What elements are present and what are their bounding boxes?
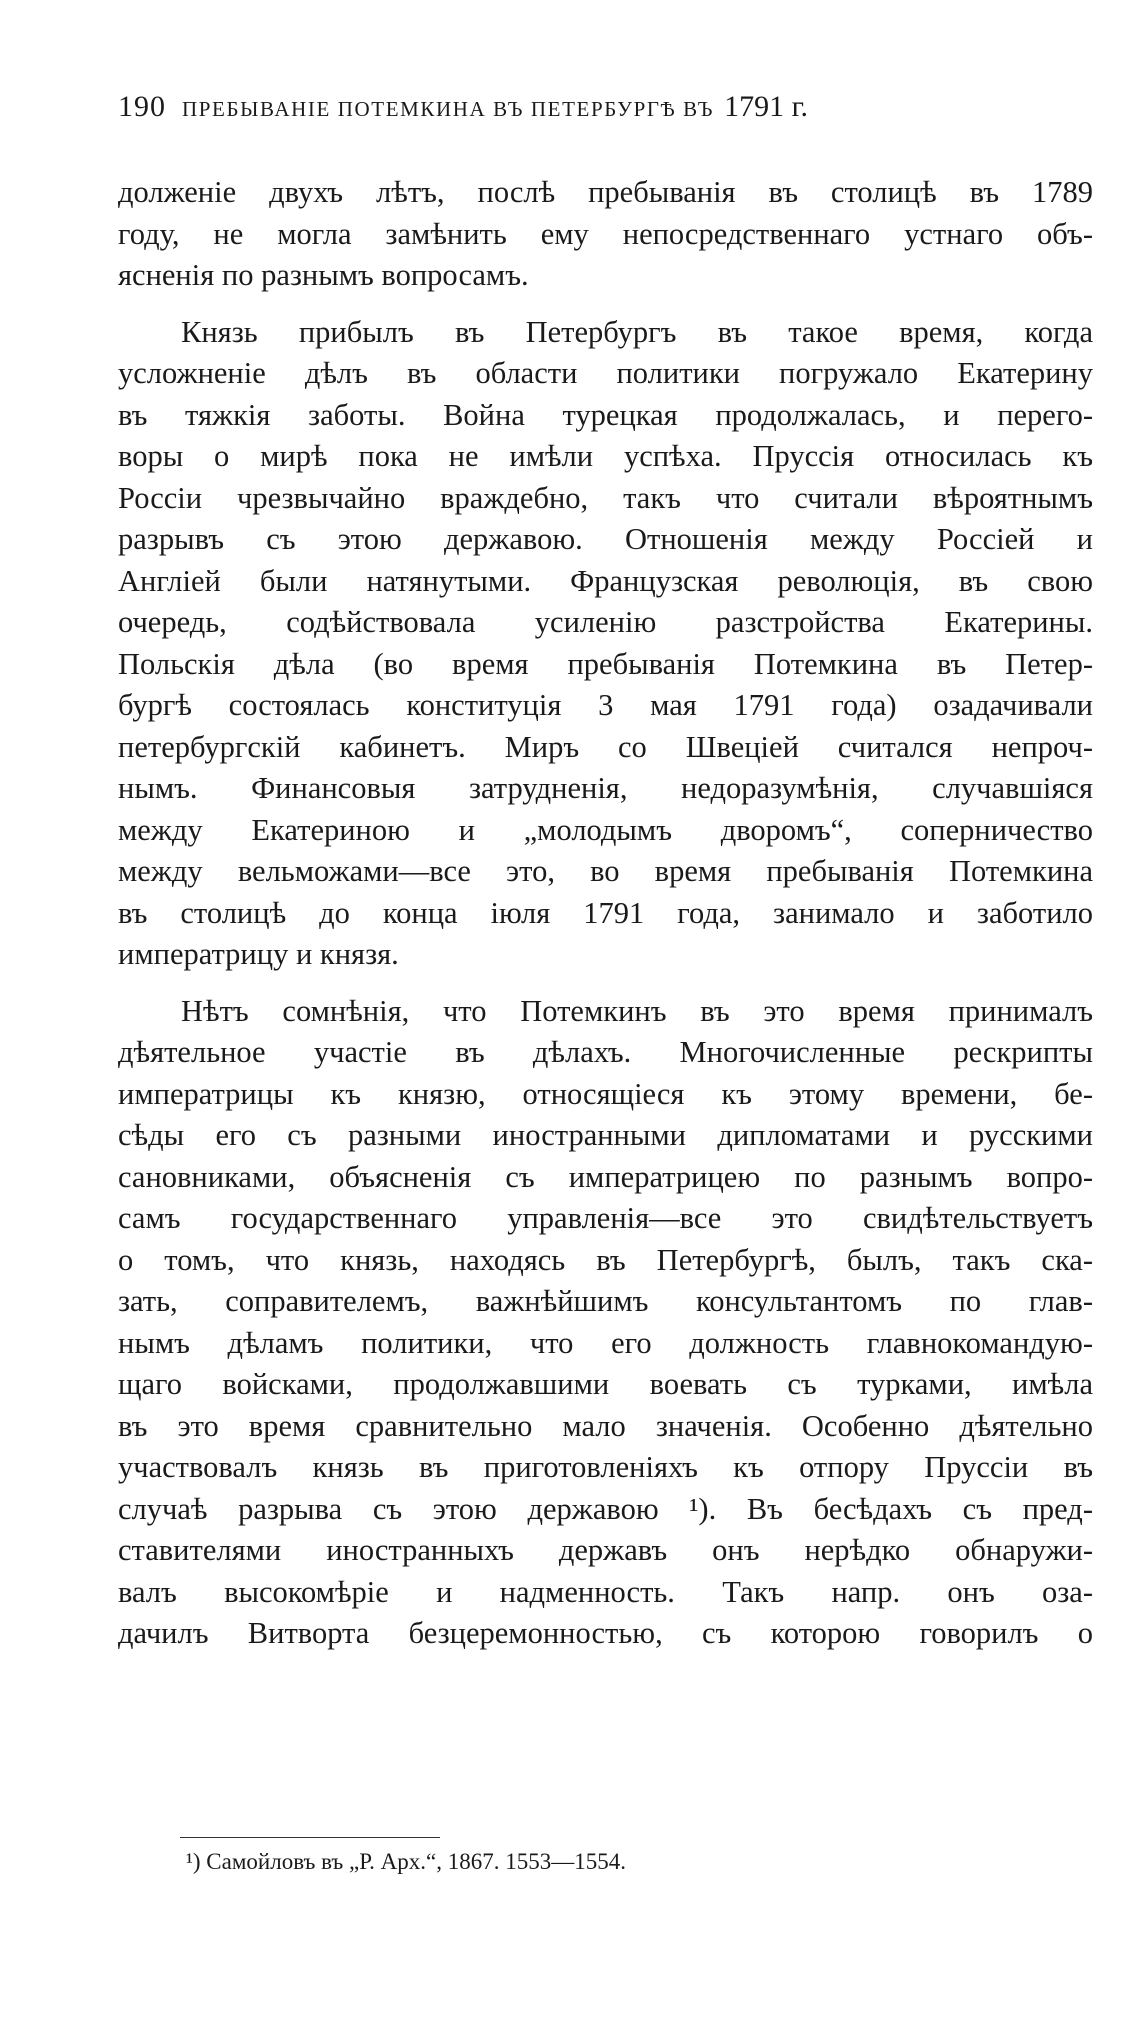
text-line: императрицу и князя. — [118, 937, 399, 971]
paragraph-first-line: Нѣтъ сомнѣнія, что Потемкинъ въ это время принималъ — [181, 994, 1093, 1028]
text-line: долженіе двухъ лѣтъ, послѣ пребыванія въ столицѣ въ 1789 — [118, 175, 1093, 209]
text-line: дѣятельное участіе въ дѣлахъ. Многочисленные рескрипты — [118, 1035, 1093, 1069]
text-line: ставителями иностранныхъ державъ онъ нерѣдко обнаружи- — [118, 1533, 1093, 1567]
text-line: щаго войсками, продолжавшими воевать съ турками, имѣла — [118, 1367, 1093, 1401]
text-line: петербургскій кабинетъ. Миръ со Швеціей считался непроч- — [118, 730, 1093, 764]
text-line: зать, соправителемъ, важнѣйшимъ консультантомъ по глав- — [118, 1284, 1093, 1318]
text-line: о томъ, что князь, находясь въ Петербургѣ, былъ, такъ ска- — [118, 1243, 1093, 1277]
text-line: самъ государственнаго управленія—все это свидѣтельствуетъ — [118, 1201, 1093, 1235]
text-line: сановниками, объясненія съ императрицею по разнымъ вопро- — [118, 1160, 1093, 1194]
running-title: ПРЕБЫВАНІЕ ПОТЕМКИНА ВЪ ПЕТЕРБУРГѢ ВЪ — [182, 97, 715, 121]
text-line: нымъ. Финансовыя затрудненія, недоразумѣнія, случавшіяся — [118, 771, 1093, 805]
text-line: нымъ дѣламъ политики, что его должность главнокомандую- — [118, 1326, 1093, 1360]
text-line: валъ высокомѣріе и надменность. Такъ напр. онъ оза- — [118, 1575, 1093, 1609]
text-line: году, не могла замѣнить ему непосредственнаго устнаго объ- — [118, 217, 1093, 251]
text-line: императрицы къ князю, относящіеся къ этому времени, бе- — [118, 1077, 1093, 1111]
text-line: въ столицѣ до конца іюля 1791 года, занимало и заботило — [118, 896, 1093, 930]
text-line: Англіей были натянутыми. Французская революція, въ свою — [118, 564, 1093, 598]
text-line: усложненіе дѣлъ въ области политики погружало Екатерину — [118, 356, 1093, 390]
text-line: Польскія дѣла (во время пребыванія Потемкина въ Петер- — [118, 647, 1093, 681]
text-line: случаѣ разрыва съ этою державою ¹). Въ бесѣдахъ съ пред- — [118, 1492, 1093, 1526]
text-line: въ это время сравнительно мало значенія. Особенно дѣятельно — [118, 1409, 1093, 1443]
text-line: бургѣ состоялась конституція 3 мая 1791 года) озадачивали — [118, 688, 1093, 722]
text-line: разрывъ съ этою державою. Отношенія между Россіей и — [118, 522, 1093, 556]
running-year: 1791 г. — [724, 90, 809, 123]
text-line: въ тяжкія заботы. Война турецкая продолжалась, и перего- — [118, 398, 1093, 432]
text-line: воры о мирѣ пока не имѣли успѣха. Пруссія относилась къ — [118, 439, 1093, 473]
text-line: очередь, содѣйствовала усиленію разстройства Екатерины. — [118, 605, 1093, 639]
page-number: 190 — [118, 90, 166, 123]
paragraph-first-line: Князь прибылъ въ Петербургъ въ такое время, когда — [181, 315, 1093, 349]
text-line: между Екатериною и „молодымъ дворомъ“, соперничество — [118, 813, 1093, 847]
footnote-rule — [180, 1837, 440, 1838]
footnote: ¹) Самойловъ въ „Р. Арх.“, 1867. 1553—1554. — [186, 1849, 626, 1874]
text-line: между вельможами—все это, во время пребыванія Потемкина — [118, 854, 1093, 888]
text-line: ясненія по разнымъ вопросамъ. — [118, 258, 529, 292]
running-header — [118, 90, 998, 134]
text-line: Россіи чрезвычайно враждебно, такъ что считали вѣроятнымъ — [118, 481, 1093, 515]
text-line: участвовалъ князь въ приготовленіяхъ къ отпору Пруссіи въ — [118, 1450, 1093, 1484]
text-line: дачилъ Витворта безцеремонностью, съ которою говорилъ о — [118, 1616, 1093, 1650]
text-line: сѣды его съ разными иностранными дипломатами и русскими — [118, 1118, 1093, 1152]
